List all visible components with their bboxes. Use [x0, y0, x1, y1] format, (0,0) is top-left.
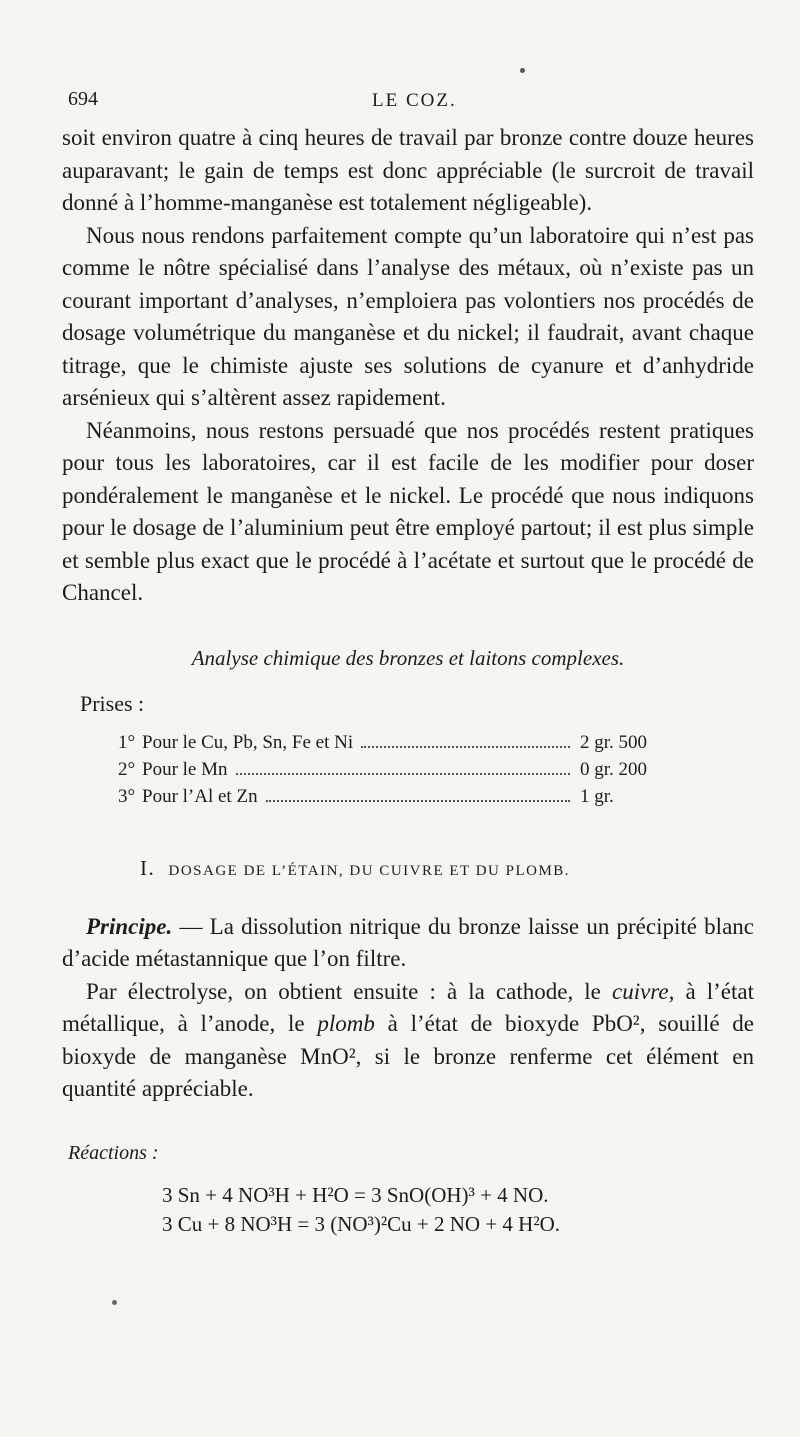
principe-paragraph — [62, 911, 754, 976]
section-title: DOSAGE DE L’ÉTAIN, DU CUIVRE ET DU PLOMB. — [168, 862, 571, 879]
electrolyse-text: à l’état de bioxyde PbO², souillé de bioxyde de manganèse MnO², si le bronze renferme cet élément en quantité appréciable. — [62, 1011, 754, 1101]
principe-text: — La dissolution nitrique du bronze laisse un précipité blanc d’acide métastannique que l’on filtre. — [62, 913, 754, 971]
print-speck — [112, 1300, 117, 1305]
paragraph: Néanmoins, nous restons persuadé que nos procédés restent pratiques pour tous les laboratoires, car il est facile de les modifier pour doser pondéralement le manganèse et le nickel. Le procédé que nous indiquons pour le dosage de l’aluminium peut être employé partout; il est plus simple et semble plus exact que le procédé à l’acétate et surtout que le procédé de Chancel. — [62, 417, 754, 605]
electrolyse-text: Par électrolyse, on obtient ensuite : à la cathode, le — [86, 978, 612, 1004]
prise-row — [118, 729, 674, 756]
prise-amount: 1 gr. — [580, 785, 614, 807]
dot-leader — [361, 746, 570, 748]
cuivre-term: cuivre, — [611, 978, 675, 1004]
prise-label: Pour le Mn — [142, 758, 228, 780]
reaction-equation: 3 Cu + 8 NO³H = 3 (NO³)²Cu + 2 NO + 4 H²O. — [162, 1211, 561, 1236]
reaction-equation: 3 Sn + 4 NO³H + H²O = 3 SnO(OH)³ + 4 NO. — [162, 1182, 549, 1207]
prise-amount: 0 gr. 200 — [580, 758, 648, 780]
electrolyse-paragraph — [62, 976, 754, 1106]
section-subheading: Analyse chimique des bronzes et laitons complexes. — [191, 645, 625, 670]
paragraph: Nous nous rendons parfaitement compte qu’un laboratoire qui n’est pas comme le nôtre spécialisé dans l’analyse des métaux, où n’existe pas un courant important d’analyses, n’emploiera pas volontiers nos procédés de dosage volumétrique du manganèse et du nickel; il faudrait, avant chaque titrage, que le chimiste ajuste ses solutions de cyanure et d’anhydride arsénieux qui s’altèrent assez rapidement. — [62, 222, 754, 410]
section-heading — [140, 856, 754, 881]
page-header — [62, 82, 754, 122]
reactions-label: Réactions : — [68, 1141, 159, 1164]
prise-label: Pour le Cu, Pb, Sn, Fe et Ni — [142, 731, 354, 753]
prise-amount: 2 gr. 500 — [580, 731, 648, 753]
book-page — [62, 82, 754, 1239]
prise-ordinal: 1° — [118, 731, 136, 753]
electrolyse-text: à l’état métallique, à l’anode, le — [62, 978, 754, 1036]
prise-ordinal: 2° — [118, 758, 136, 780]
page-number: 694 — [68, 88, 98, 110]
prise-ordinal: 3° — [118, 785, 136, 807]
paragraph-continuation: soit environ quatre à cinq heures de travail par bronze contre douze heures auparavant; le gain de temps est donc appréciable (le surcroit de travail donné à l’homme-manganèse est totalement négligeable). — [62, 125, 754, 215]
dot-leader — [236, 773, 571, 775]
plomb-term: plomb — [317, 1011, 375, 1036]
print-speck — [520, 68, 525, 73]
prise-row — [118, 756, 674, 783]
running-title: LE COZ. — [372, 90, 457, 111]
prises-label: Prises : — [80, 690, 145, 716]
prise-label: Pour l’Al et Zn — [142, 785, 258, 807]
prise-row — [118, 783, 674, 810]
section-number: I. — [140, 855, 156, 880]
dot-leader — [266, 800, 570, 802]
principe-lead: Principe. — [86, 913, 173, 939]
